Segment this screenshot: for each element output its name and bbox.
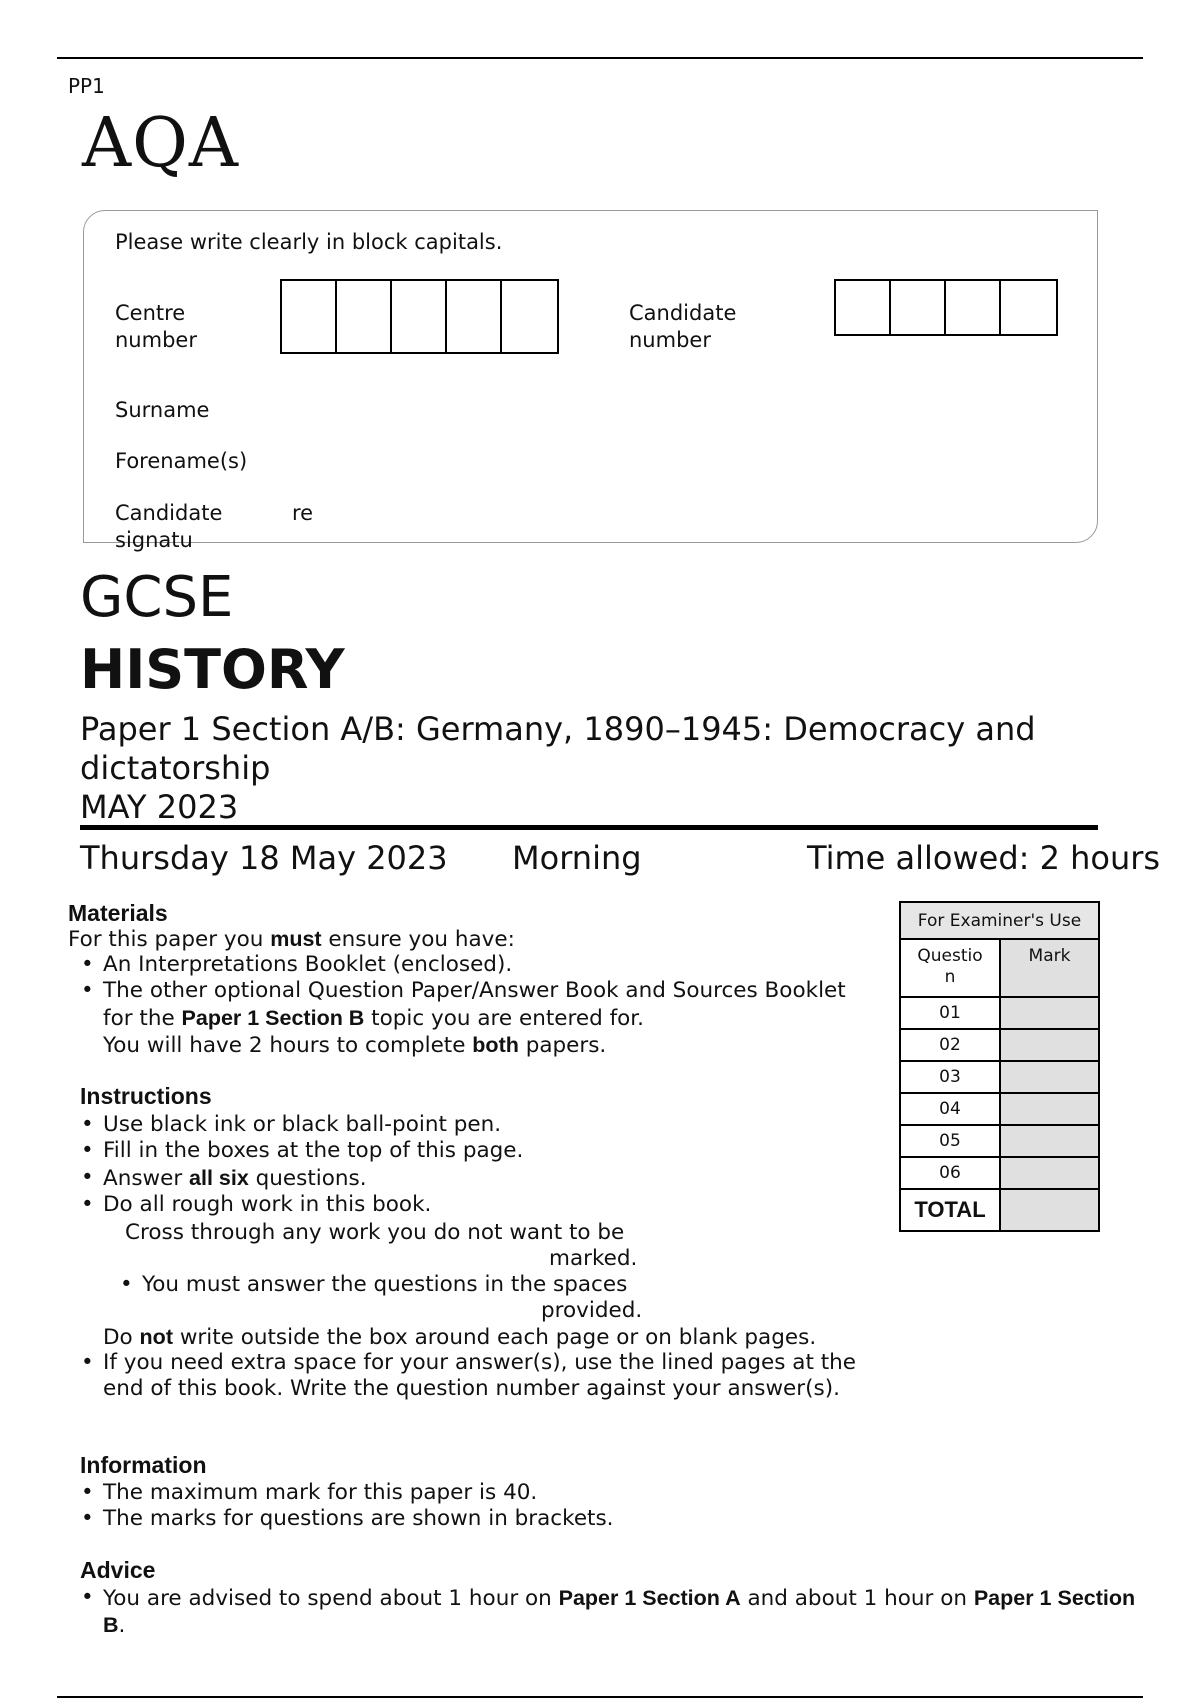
instructions-list-extra [68,1350,883,1403]
centre-number-boxes[interactable] [280,279,559,354]
mark-cell [1000,1125,1099,1157]
list-item: • You are advised to spend about 1 hour on Paper 1 Section A and about 1 hour on Paper 1 Section B. [103,1585,1153,1640]
centre-number-box[interactable] [337,281,392,352]
forename-label: Forename(s) [115,449,248,473]
examiner-use-table [899,901,1100,1232]
block-capitals-instruction: Please write clearly in block capitals. [115,230,503,254]
candidate-number-boxes[interactable] [834,279,1058,336]
instructions-heading: Instructions [80,1083,212,1109]
mark-column-header: Mark [1000,939,1099,997]
mark-cell [1000,1157,1099,1189]
question-column-header: Questio n [900,939,1000,997]
paper-code: PP1 [68,74,105,98]
title-divider [80,825,1098,830]
aqa-logo: AQA [82,104,239,183]
list-item: • The marks for questions are shown in brackets. [103,1506,903,1532]
mark-cell [1000,1061,1099,1093]
paper-title: Paper 1 Section A/B: Germany, 1890–1945: Democracy and dictatorship [80,710,1036,787]
candidate-signature-label: Candidate signatu [115,501,223,552]
candidate-details-panel [83,210,1098,543]
centre-number-box[interactable] [502,281,557,352]
examiner-use-title: For Examiner's Use [900,902,1099,939]
instruction-cross-through-cont: marked. [549,1246,638,1271]
table-row [900,1189,1099,1231]
bottom-rule [57,1696,1143,1698]
candidate-number-box[interactable] [1001,281,1056,334]
information-list [68,1480,903,1533]
qualification-title: GCSE [80,565,234,630]
centre-number-label: Centre number [115,301,197,352]
time-allowed: Time allowed: 2 hours [807,839,1161,877]
advice-list [68,1585,1153,1640]
centre-number-box[interactable] [447,281,502,352]
list-item: • The maximum mark for this paper is 40. [103,1480,903,1506]
candidate-number-box[interactable] [946,281,1001,334]
list-item: • An Interpretations Booklet (enclosed). [103,952,863,978]
mark-cell [1000,997,1099,1029]
total-mark-cell [1000,1189,1099,1231]
instruction-cross-through: Cross through any work you do not want to be [125,1220,625,1245]
question-number: 05 [900,1125,1000,1157]
question-number: 06 [900,1157,1000,1189]
question-number: 02 [900,1029,1000,1061]
table-row [900,1125,1099,1157]
instruction-do-not-write: Do not write outside the box around each page or on blank pages. [103,1325,817,1350]
list-item: • Do all rough work in this book. [103,1192,903,1218]
exam-session: Morning [512,839,642,877]
list-item: • Use black ink or black ball-point pen. [103,1112,903,1138]
exam-date: Thursday 18 May 2023 [80,839,448,877]
mark-cell [1000,1029,1099,1061]
table-row [900,1061,1099,1093]
candidate-signature-label-suffix: re [292,501,314,525]
information-heading: Information [80,1452,207,1478]
materials-list [68,952,863,1059]
subject-title: HISTORY [80,638,345,701]
mark-cell [1000,1093,1099,1125]
top-rule [57,57,1143,59]
advice-heading: Advice [80,1557,156,1583]
table-row [900,1029,1099,1061]
instruction-answer-spaces: You must answer the questions in the spaces [142,1272,628,1297]
list-item: • Answer all six questions. [103,1165,903,1192]
exam-series: MAY 2023 [80,788,239,826]
total-label: TOTAL [900,1189,1000,1231]
instruction-answer-spaces-cont: provided. [541,1298,643,1323]
table-row [900,997,1099,1029]
surname-label: Surname [115,398,210,422]
candidate-number-label: Candidate number [629,301,737,352]
bullet-glyph: • [120,1272,133,1297]
question-number: 04 [900,1093,1000,1125]
instructions-list [68,1112,903,1218]
question-number: 01 [900,997,1000,1029]
materials-heading: Materials [68,900,168,926]
table-row [900,1157,1099,1189]
list-item: • If you need extra space for your answer(s), use the lined pages at the end of this book. Write the question number against your answer(s). [103,1350,883,1403]
question-number: 03 [900,1061,1000,1093]
candidate-number-box[interactable] [891,281,946,334]
centre-number-box[interactable] [282,281,337,352]
centre-number-box[interactable] [392,281,447,352]
table-row [900,1093,1099,1125]
candidate-number-box[interactable] [836,281,891,334]
materials-intro: For this paper you must ensure you have: [68,927,515,952]
list-item: • Fill in the boxes at the top of this page. [103,1138,903,1164]
list-item: • The other optional Question Paper/Answer Book and Sources Booklet for the Paper 1 Section B topic you are entered for. You will have 2 hours to complete both papers. [103,978,863,1059]
